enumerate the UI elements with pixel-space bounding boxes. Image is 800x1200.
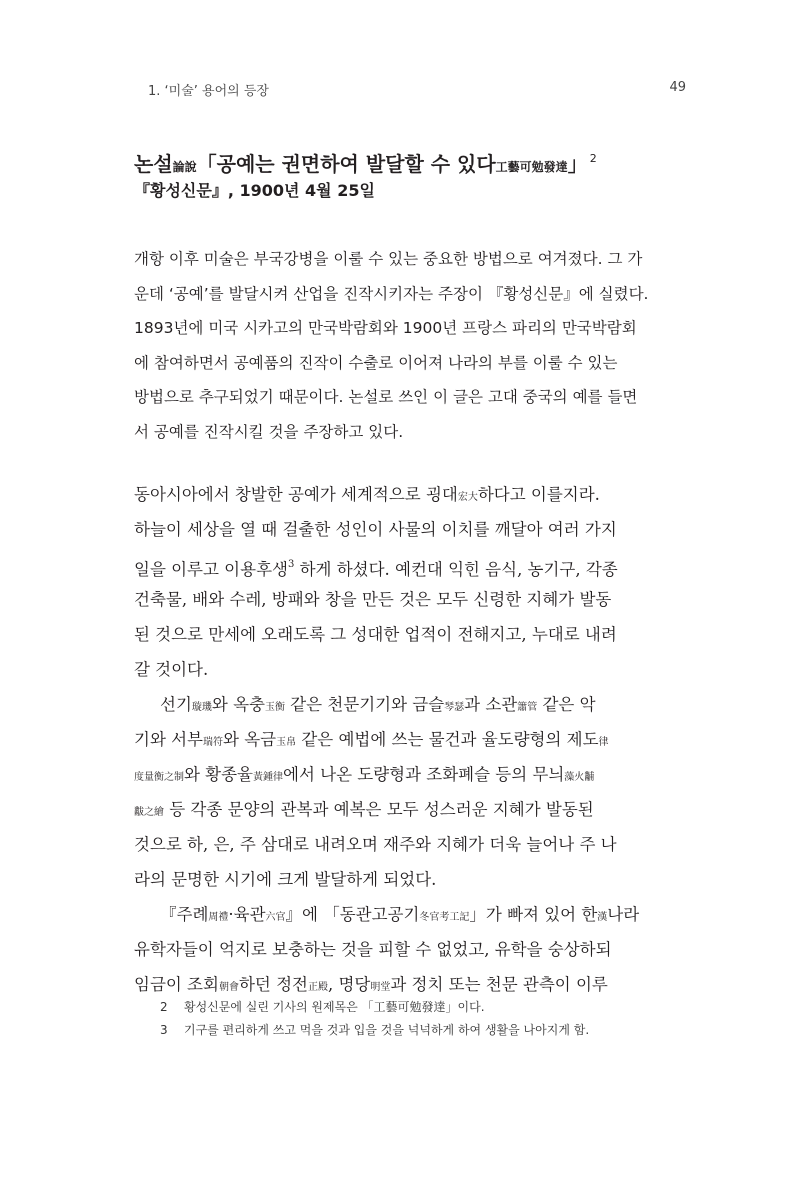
- title-main: 「공예는 권면하여 발달할 수 있다: [196, 152, 496, 176]
- footnote-number: 2: [160, 1000, 168, 1014]
- text: 하던 정전: [238, 975, 308, 994]
- body-line: [134, 687, 694, 722]
- footnote-ref[interactable]: 3: [287, 559, 295, 570]
- text: 와 옥금: [223, 730, 277, 749]
- hanja: 玉衡: [264, 702, 285, 713]
- hanja: 度量衡之制: [134, 772, 184, 783]
- body-line: [134, 477, 694, 512]
- body-line: 하늘이 세상을 열 때 걸출한 성인이 사물의 이치를 깨달아 여러 가지: [134, 520, 617, 539]
- text: 선기: [160, 695, 192, 714]
- chapter-title: 1. ‘미술’ 용어의 등장: [148, 84, 269, 99]
- intro-line: 에 참여하면서 공예품의 진작이 수출로 이어져 나라의 부를 이룰 수 있는: [134, 353, 618, 372]
- article-body: [134, 477, 694, 1002]
- text: 같은 악: [537, 695, 596, 714]
- body-line: [134, 792, 694, 827]
- text: 기와 서부: [134, 730, 204, 749]
- footnote: [160, 996, 700, 1019]
- text: 일을 이루고 이용후생: [134, 560, 288, 579]
- text: 에서 나온 도량형과 조화폐슬 등의 무늬: [283, 765, 565, 784]
- text: 하게 하셨다. 예컨대 익힌 음식, 농기구, 각종: [294, 560, 618, 579]
- text: , 명당: [327, 975, 371, 994]
- hanja: 六官: [265, 912, 286, 923]
- body-line: 건축물, 배와 수레, 방패와 창을 만든 것은 모두 신령한 지혜가 발동: [134, 590, 612, 609]
- text: 하다고 이를지라.: [477, 485, 600, 504]
- article-source: 『황성신문』, 1900년 4월 25일: [134, 181, 375, 200]
- text: 」가 빠져 있어 한: [469, 905, 598, 924]
- text: 『주례: [160, 905, 209, 924]
- title-footnote-ref[interactable]: 2: [589, 152, 597, 165]
- body-line: 유학자들이 억지로 보충하는 것을 피할 수 없었고, 유학을 숭상하되: [134, 940, 612, 959]
- hanja: 律: [598, 737, 609, 748]
- intro-line: 방법으로 추구되었기 때문이다. 논설로 쓰인 이 글은 고대 중국의 예를 들면: [134, 388, 638, 407]
- text: 와 황종율: [184, 765, 254, 784]
- text: 』에 「동관고공기: [285, 905, 420, 924]
- hanja: 黃鍾律: [253, 772, 284, 783]
- hanja: 瑞符: [203, 737, 224, 748]
- intro-line: 1893년에 미국 시카고의 만국박람회와 1900년 프랑스 파리의 만국박람회: [134, 319, 637, 338]
- page-number: 49: [669, 80, 686, 95]
- hanja: 朝會: [218, 982, 239, 993]
- hanja: 冬官考工記: [419, 912, 470, 923]
- hanja: 黻之繪: [134, 807, 164, 818]
- footnotes: [160, 996, 700, 1042]
- hanja: 藻火黼: [564, 772, 595, 783]
- hanja: 琴瑟: [444, 702, 465, 713]
- footnote-text: 기구를 편리하게 쓰고 먹을 것과 입을 것을 넉넉하게 하여 생활을 나아지게 함.: [184, 1023, 590, 1037]
- running-header: [148, 80, 686, 102]
- body-line: 라의 문명한 시기에 크게 발달하게 되었다.: [134, 870, 437, 889]
- body-line: [134, 757, 694, 792]
- text: 과 소관: [464, 695, 518, 714]
- title-main-hanja: 工藝可勉發達: [495, 160, 568, 174]
- text: 과 정치 또는 천문 관측이 이루: [390, 975, 608, 994]
- footnote-number: 3: [160, 1023, 168, 1037]
- body-line: [134, 897, 694, 932]
- hanja: 簫管: [517, 702, 538, 713]
- hanja: 玉帛: [276, 737, 297, 748]
- text: 동아시아에서 창발한 공예가 세계적으로 굉대: [134, 485, 458, 504]
- hanja: 明堂: [370, 982, 391, 993]
- text: 와 옥충: [211, 695, 265, 714]
- text: 등 각종 문양의 관복과 예복은 모두 성스러운 지혜가 발동된: [164, 800, 594, 819]
- title-close: 」: [567, 152, 588, 176]
- hanja: 漢: [597, 912, 608, 923]
- text: 나라: [607, 905, 640, 924]
- intro-paragraph: [134, 242, 694, 450]
- hanja: 璇璣: [191, 702, 212, 713]
- hanja: 周禮: [208, 912, 229, 923]
- hanja: 宏大: [457, 492, 478, 503]
- footnote: [160, 1019, 700, 1042]
- body-line: 된 것으로 만세에 오래도록 그 성대한 업적이 전해지고, 누대로 내려: [134, 625, 617, 644]
- article-title: [134, 145, 694, 181]
- title-prefix-hanja: 論說: [172, 160, 197, 174]
- intro-line: 서 공예를 진작시킬 것을 주장하고 있다.: [134, 422, 404, 441]
- text: 같은 예법에 쓰는 물건과 율도량형의 제도: [296, 730, 599, 749]
- text: ·육관: [228, 905, 266, 924]
- body-line: 것으로 하, 은, 주 삼대로 내려오며 재주와 지혜가 더욱 늘어나 주 나: [134, 835, 617, 854]
- text: 같은 천문기기와 금슬: [284, 695, 445, 714]
- hanja: 正殿: [307, 982, 328, 993]
- intro-line: 개항 이후 미술은 부국강병을 이룰 수 있는 중요한 방법으로 여겨졌다. 그 가: [134, 250, 643, 268]
- text: 임금이 조회: [134, 975, 219, 994]
- body-line: [134, 722, 694, 757]
- body-line: 갈 것이다.: [134, 660, 209, 679]
- footnote-text: 황성신문에 실린 기사의 원제목은 「工藝可勉發達」이다.: [184, 1000, 485, 1014]
- title-prefix: 논설: [134, 152, 173, 176]
- body-line: [134, 547, 694, 582]
- intro-line: 운데 ‘공예’를 발달시켜 산업을 진작시키자는 주장이 『황성신문』에 실렸다.: [134, 284, 649, 303]
